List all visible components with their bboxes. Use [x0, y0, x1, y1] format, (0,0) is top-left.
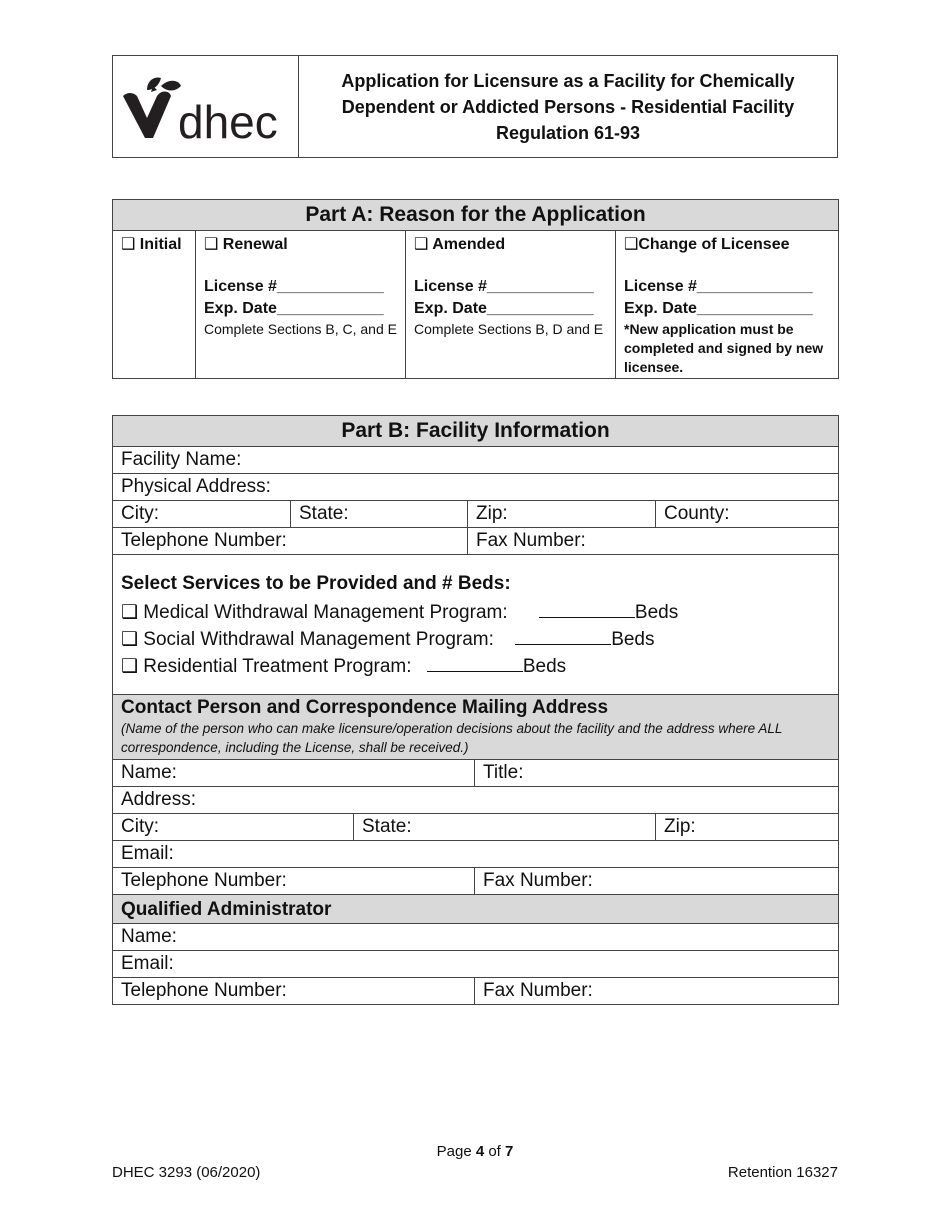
contact-title-field[interactable]: Title:: [475, 760, 839, 787]
page-current: 4: [475, 1143, 485, 1160]
form-title: [299, 56, 837, 157]
county-field[interactable]: County:: [656, 501, 839, 528]
renewal-exp-date-field[interactable]: Exp. Date____________: [204, 300, 384, 317]
part-a-table: [112, 199, 839, 379]
telephone-field[interactable]: Telephone Number:: [113, 528, 468, 555]
page-number: [0, 1143, 950, 1160]
medical-withdrawal-label: ❑ Medical Withdrawal Management Program:: [121, 602, 508, 623]
contact-section-header: [113, 695, 839, 760]
form-header: [112, 55, 838, 158]
part-b-heading: Part B: Facility Information: [113, 416, 839, 447]
title-line-2: Dependent or Addicted Persons - Residential Facility: [341, 96, 795, 117]
social-withdrawal-option[interactable]: [121, 626, 830, 653]
residential-beds-blank[interactable]: [427, 655, 523, 672]
contact-email-field[interactable]: Email:: [113, 841, 839, 868]
city-field[interactable]: City:: [113, 501, 291, 528]
services-section: [113, 555, 839, 695]
services-heading: Select Services to be Provided and # Beds:: [121, 573, 511, 594]
renewal-license-field[interactable]: License #____________: [204, 278, 384, 295]
retention-number: Retention 16327: [727, 1164, 838, 1181]
medical-beds-label: Beds: [634, 602, 679, 623]
admin-telephone-field[interactable]: Telephone Number:: [113, 978, 475, 1005]
amended-checkbox[interactable]: ❑ Amended: [414, 236, 506, 253]
contact-heading: Contact Person and Correspondence Mailing Address: [121, 697, 609, 718]
social-withdrawal-label: ❑ Social Withdrawal Management Program:: [121, 629, 494, 650]
contact-zip-field[interactable]: Zip:: [656, 814, 839, 841]
page-prefix: Page: [436, 1143, 476, 1160]
change-exp-date-field[interactable]: Exp. Date_____________: [624, 300, 813, 317]
contact-name-field[interactable]: Name:: [113, 760, 475, 787]
contact-city-field[interactable]: City:: [113, 814, 354, 841]
fax-field[interactable]: Fax Number:: [468, 528, 839, 555]
initial-checkbox[interactable]: ❑ Initial: [113, 231, 196, 379]
admin-email-field[interactable]: Email:: [113, 951, 839, 978]
residential-treatment-label: ❑ Residential Treatment Program:: [121, 656, 412, 677]
admin-fax-field[interactable]: Fax Number:: [475, 978, 839, 1005]
page-total: 7: [505, 1143, 514, 1160]
contact-fax-field[interactable]: Fax Number:: [475, 868, 839, 895]
page-of: of: [484, 1143, 506, 1160]
admin-heading: Qualified Administrator: [113, 895, 839, 924]
change-license-field[interactable]: License #_____________: [624, 278, 813, 295]
amended-exp-date-field[interactable]: Exp. Date____________: [414, 300, 594, 317]
amended-license-field[interactable]: License #____________: [414, 278, 594, 295]
residential-beds-label: Beds: [522, 656, 567, 677]
residential-treatment-option[interactable]: [121, 653, 830, 680]
facility-name-field[interactable]: Facility Name:: [113, 447, 839, 474]
part-a-heading: Part A: Reason for the Application: [113, 200, 839, 231]
contact-address-field[interactable]: Address:: [113, 787, 839, 814]
logo-figure-shape: [123, 92, 171, 139]
physical-address-field[interactable]: Physical Address:: [113, 474, 839, 501]
admin-name-field[interactable]: Name:: [113, 924, 839, 951]
title-line-1: Application for Licensure as a Facility for Chemically: [341, 70, 795, 91]
social-beds-blank[interactable]: [515, 628, 611, 645]
title-line-3: Regulation 61-93: [495, 122, 641, 143]
contact-state-field[interactable]: State:: [354, 814, 656, 841]
medical-withdrawal-option[interactable]: [121, 599, 830, 626]
renewal-note: Complete Sections B, C, and E: [204, 321, 397, 337]
state-field[interactable]: State:: [291, 501, 468, 528]
part-b-table: [112, 415, 839, 1005]
dhec-logo: [113, 56, 299, 157]
contact-note: (Name of the person who can make licensure/operation decisions about the facility and the address where ALL correspondence, including the License, shall be received.): [121, 721, 783, 755]
social-beds-label: Beds: [611, 629, 655, 650]
contact-telephone-field[interactable]: Telephone Number:: [113, 868, 475, 895]
medical-beds-blank[interactable]: [539, 601, 635, 618]
form-id: DHEC 3293 (06/2020): [112, 1164, 261, 1181]
zip-field[interactable]: Zip:: [468, 501, 656, 528]
amended-note: Complete Sections B, D and E: [414, 321, 604, 337]
change-note: *New application must be completed and signed by new licensee.: [624, 321, 824, 375]
change-of-licensee-checkbox[interactable]: ❑Change of Licensee: [624, 236, 790, 253]
logo-wordmark: dhec: [178, 96, 278, 148]
renewal-checkbox[interactable]: ❑ Renewal: [204, 236, 288, 253]
